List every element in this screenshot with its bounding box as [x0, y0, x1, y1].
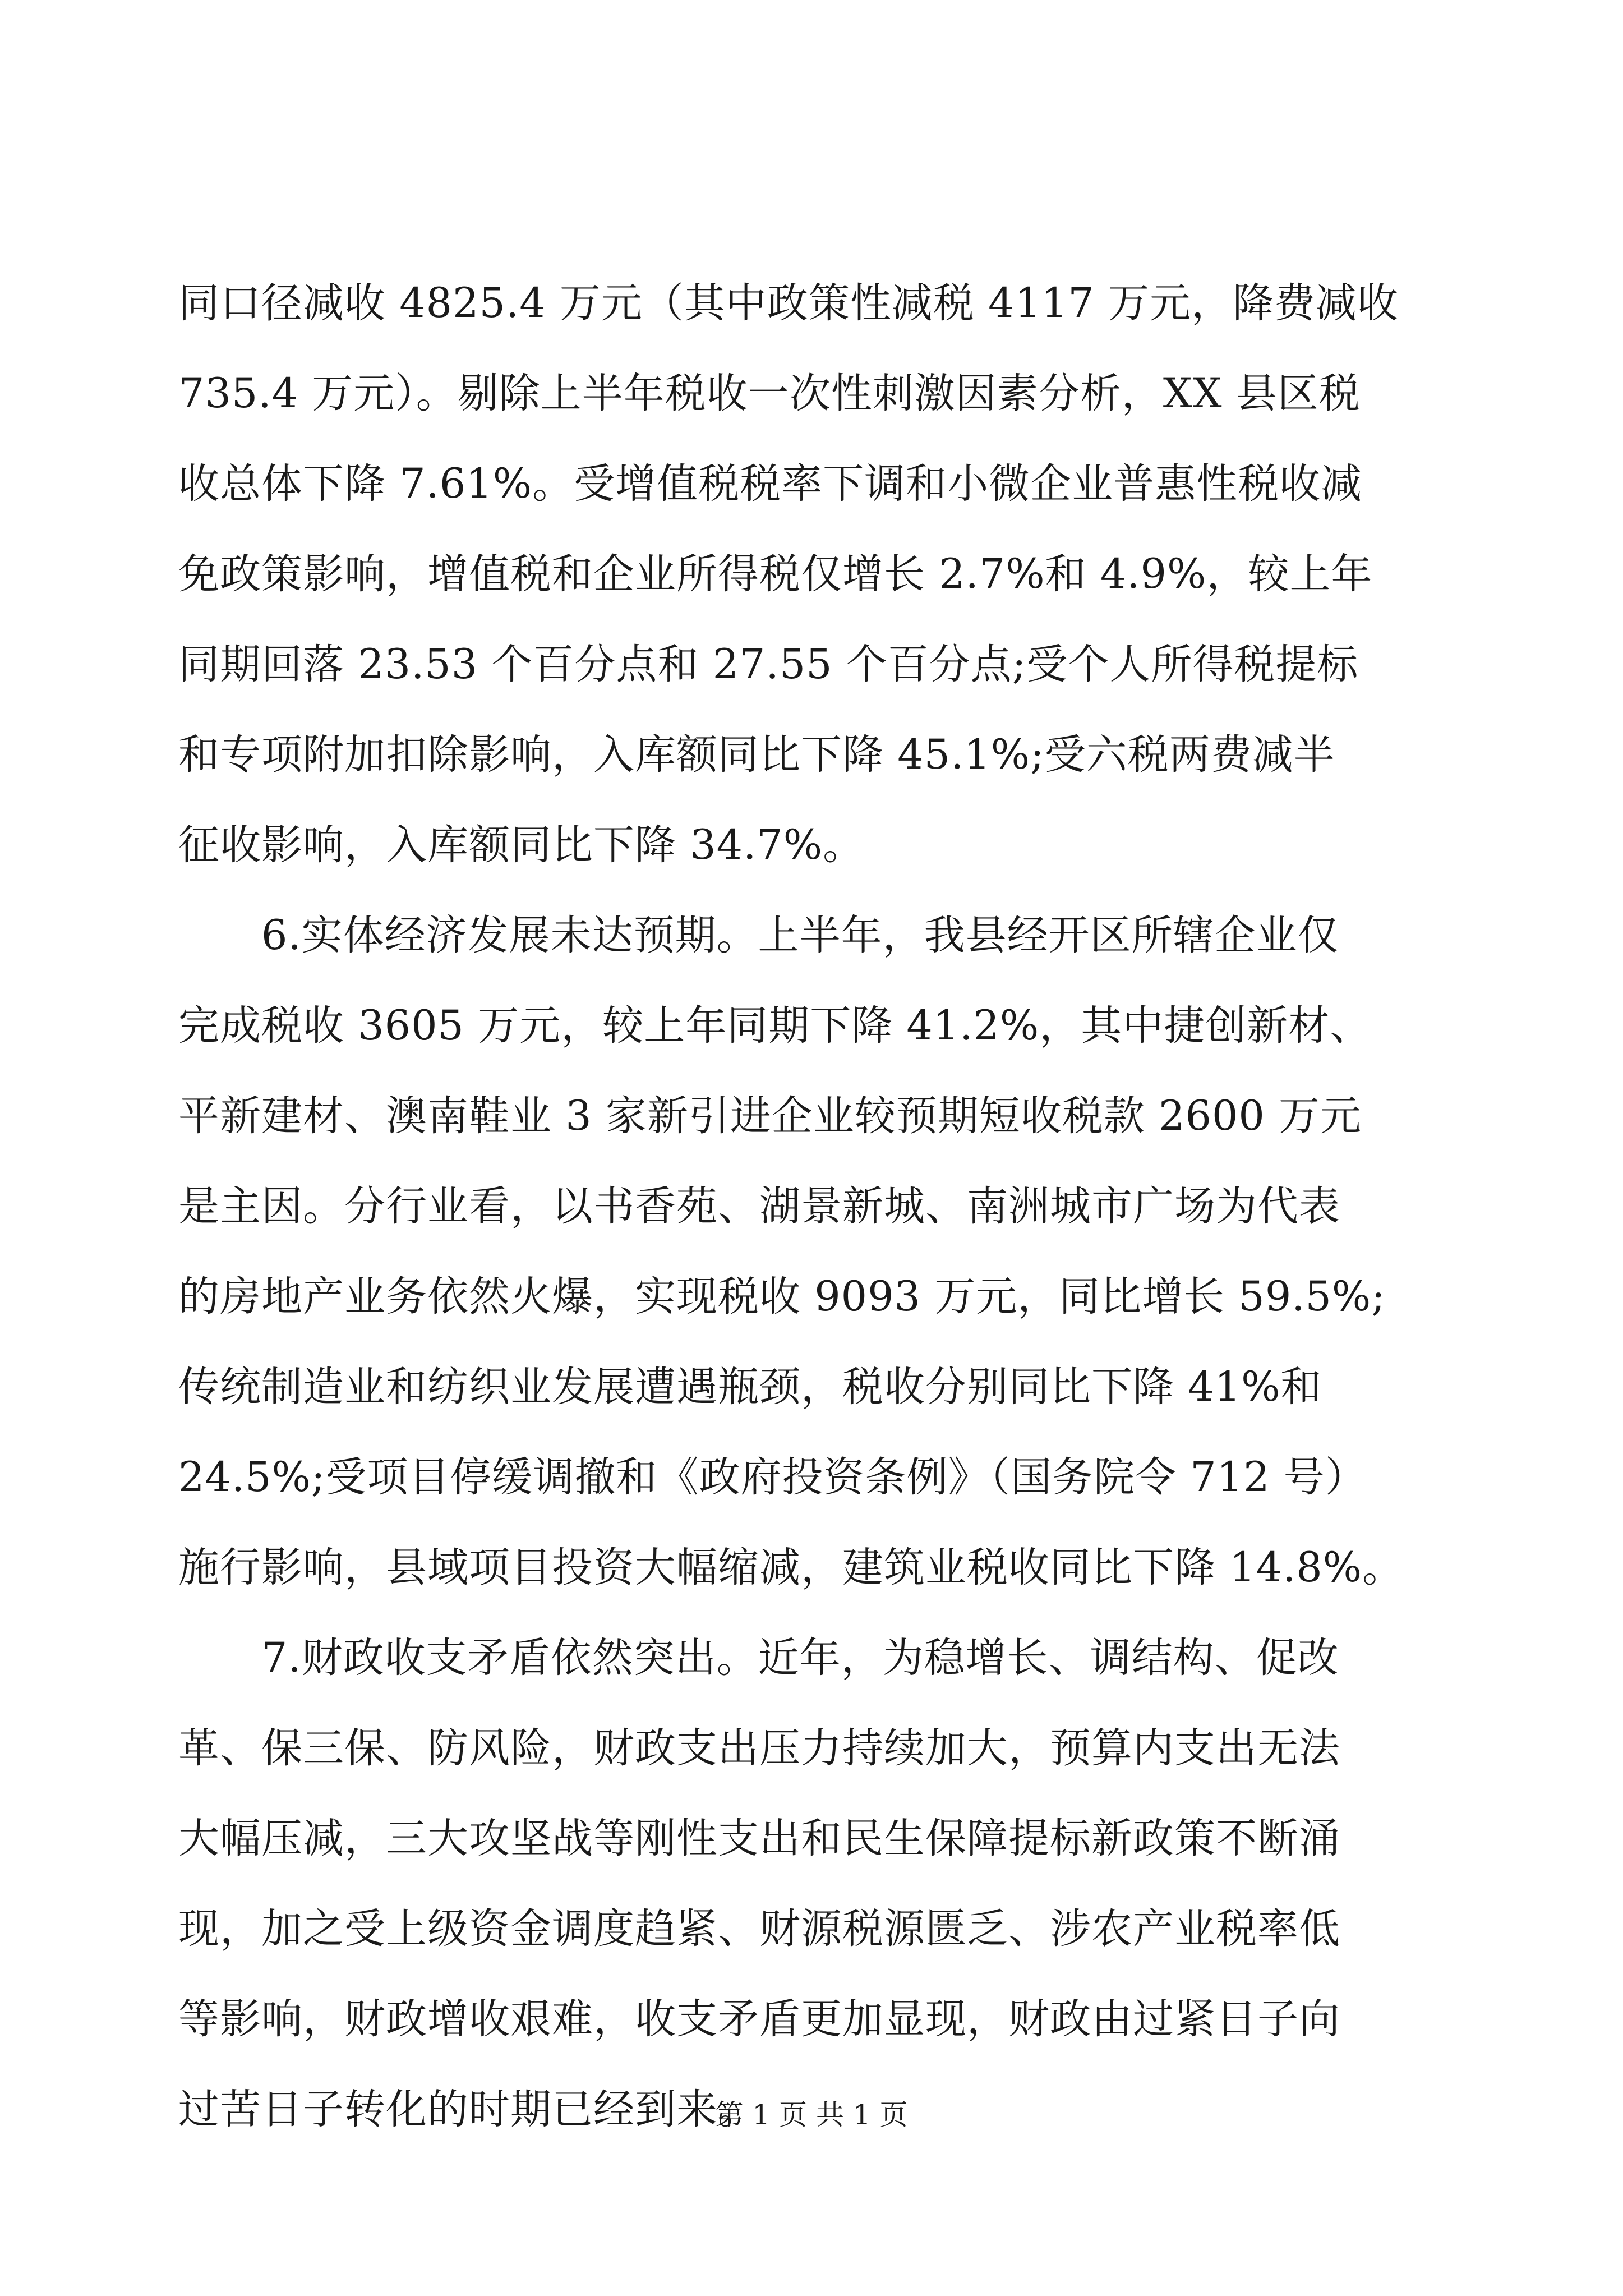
text-line: 免政策影响，增值税和企业所得税仅增长 2.7%和 4.9%，较上年 [178, 550, 1373, 598]
paragraph-6-heading-line: 6.实体经济发展未达预期。上半年，我县经开区所辖企业仅 [178, 912, 1339, 959]
text-line: 征收影响，入库额同比下降 34.7%。 [178, 821, 865, 869]
text-line: 过苦日子转化的时期已经到来。 [178, 2086, 759, 2133]
text-line: 施行影响，县域项目投资大幅缩减，建筑业税收同比下降 14.8%。 [178, 1544, 1404, 1591]
text-line: 大幅压减，三大攻坚战等刚性支出和民生保障提标新政策不断涌 [178, 1815, 1340, 1862]
text-line: 革、保三保、防风险，财政支出压力持续加大，预算内支出无法 [178, 1724, 1340, 1772]
text-line: 是主因。分行业看，以书香苑、湖景新城、南洲城市广场为代表 [178, 1182, 1340, 1230]
text-line: 完成税收 3605 万元，较上年同期下降 41.2%，其中捷创新材、 [178, 1002, 1372, 1050]
text-line: 735.4 万元）。剔除上半年税收一次性刺激因素分析，XX 县区税 [178, 370, 1361, 417]
text-line: 等影响，财政增收艰难，收支矛盾更加显现，财政由过紧日子向 [178, 1995, 1340, 2043]
text-line: 和专项附加扣除影响，入库额同比下降 45.1%;受六税两费减半 [178, 731, 1335, 779]
text-line: 平新建材、澳南鞋业 3 家新引进企业较预期短收税款 2600 万元 [178, 1092, 1362, 1140]
body-text [178, 258, 1451, 2155]
text-line: 收总体下降 7.61%。受增值税税率下调和小微企业普惠性税收减 [178, 460, 1363, 508]
text-line: 24.5%;受项目停缓调撤和《政府投资条例》（国务院令 712 号） [178, 1453, 1367, 1501]
text-line: 现，加之受上级资金调度趋紧、财源税源匮乏、涉农产业税率低 [178, 1905, 1340, 1953]
paragraph-7-heading-line: 7.财政收支矛盾依然突出。近年，为稳增长、调结构、促改 [178, 1634, 1339, 1682]
text-line: 传统制造业和纺织业发展遭遇瓶颈，税收分别同比下降 41%和 [178, 1363, 1322, 1411]
text-line: 同期回落 23.53 个百分点和 27.55 个百分点;受个人所得税提标 [178, 641, 1359, 688]
text-line: 同口径减收 4825.4 万元（其中政策性减税 4117 万元，降费减收 [178, 279, 1399, 327]
text-line: 的房地产业务依然火爆，实现税收 9093 万元，同比增长 59.5%; [178, 1273, 1386, 1320]
page-footer: 第 1 页 共 1 页 [715, 2099, 908, 2131]
